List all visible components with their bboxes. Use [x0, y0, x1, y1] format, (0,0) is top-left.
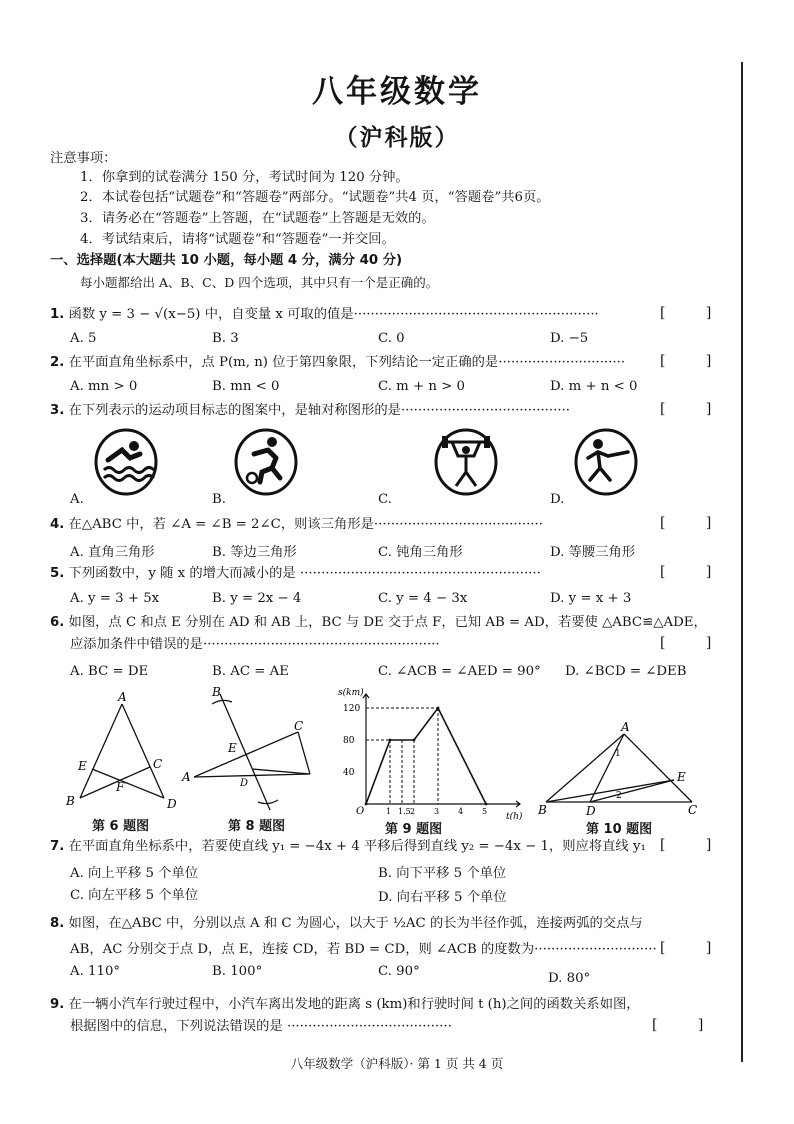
option: A. BC = DE: [70, 664, 149, 679]
answer-bracket: [ ]: [660, 353, 730, 369]
data-point: [485, 803, 488, 806]
question-number: 6.: [50, 615, 65, 630]
option: A. mn > 0: [70, 379, 138, 394]
option: D. 向右平移 5 个单位: [378, 890, 507, 905]
figure-10: [536, 718, 706, 818]
page-subtitle: （沪科版）: [334, 125, 460, 151]
label-C: C: [153, 757, 163, 771]
answer-bracket: [ ]: [652, 1017, 722, 1033]
question-5: 5. 下列函数中，y 随 x 的增大而减小的是 ·························································: [50, 566, 541, 581]
option: A. 110°: [70, 964, 121, 979]
question-number: 8.: [50, 916, 65, 931]
figure-6: [58, 692, 188, 814]
question-text: 下列函数中，y 随 x 的增大而减小的是: [68, 566, 296, 581]
question-number: 3.: [50, 403, 65, 418]
option: A. 5: [70, 331, 97, 346]
option: B. 3: [212, 331, 239, 346]
angle-mark-2: 2: [616, 791, 622, 801]
option: B. 向下平移 5 个单位: [378, 866, 507, 881]
question-number: 9.: [50, 997, 65, 1012]
y-tick-label: 40: [343, 768, 355, 778]
option: A. y = 3 + 5x: [70, 591, 160, 606]
question-text: 如图，点 C 和点 E 分别在 AD 和 AB 上，BC 与 DE 交于点 F，已知 AB = AD，若要使 △ABC≌△ADE，: [68, 615, 707, 630]
figure-8: [180, 686, 320, 816]
figure-10-caption: 第 10 题图: [586, 822, 653, 837]
option: C. 钝角三角形: [378, 545, 463, 560]
question-4: 4. 在△ABC 中，若 ∠A = ∠B = 2∠C，则该三角形是········································: [50, 517, 543, 532]
option: C. 0: [378, 331, 405, 346]
label-F: F: [116, 780, 125, 794]
notice-item: 4．考试结束后，请将“试题卷”和“答题卷”一并交回。: [80, 232, 395, 247]
y-axis-label: s(km): [338, 688, 364, 698]
option: D.: [550, 492, 565, 507]
label-A: A: [621, 720, 630, 734]
page-title: 八年级数学: [312, 74, 482, 110]
answer-bracket: [ ]: [660, 564, 730, 580]
question-number: 7.: [50, 839, 65, 854]
notice-item: 2．本试卷包括“试题卷”和“答题卷”两部分。“试题卷”共4 页，“答题卷”共6页。: [80, 190, 550, 205]
option: C. m + n > 0: [378, 379, 465, 394]
fencing-logo-icon: [574, 428, 638, 496]
question-text: 函数 y = 3 − √(x−5) 中，自变量 x 可取的值是: [68, 307, 354, 322]
figure-9-caption: 第 9 题图: [385, 822, 443, 837]
y-tick-label: 80: [343, 736, 355, 746]
question-text: 应添加条件中错误的是: [70, 637, 203, 652]
option: D. −5: [550, 331, 589, 346]
x-axis-label: t(h): [506, 812, 523, 820]
notice-item: 3．请务必在“答题卷”上答题，在“试题卷”上答题是无效的。: [80, 211, 435, 226]
label-C: C: [294, 719, 304, 733]
question-text: 在下列表示的运动项目标志的图案中，是轴对称图形的是: [68, 403, 401, 418]
option: D. m + n < 0: [550, 379, 638, 394]
angle-mark-1: 1: [615, 749, 621, 759]
answer-bracket: [ ]: [660, 635, 730, 651]
question-text: AB，AC 分别交于点 D，点 E，连接 CD，若 BD = CD，则 ∠ACB 的度数为: [70, 942, 535, 957]
option: B. 等边三角形: [212, 545, 297, 560]
figure-9-chart: [330, 686, 530, 820]
series-line: [366, 708, 486, 804]
label-E: E: [677, 770, 686, 784]
x-tick-label: 4: [458, 807, 464, 816]
option: C. y = 4 − 3x: [378, 591, 468, 606]
football-logo-icon: [234, 428, 298, 496]
option: C. 向左平移 5 个单位: [70, 888, 199, 903]
option: D. ∠BCD = ∠DEB: [565, 664, 687, 679]
question-6-cont: 应添加条件中错误的是························································: [70, 637, 440, 652]
label-E: E: [228, 741, 237, 755]
option: B.: [212, 492, 226, 507]
label-D: D: [586, 804, 596, 818]
label-E: E: [78, 759, 87, 773]
origin-label: O: [356, 806, 365, 817]
option: C. ∠ACB = ∠AED = 90°: [378, 664, 541, 679]
section-instruction: 每小题都给出 A、B、C、D 四个选项，其中只有一个是正确的。: [80, 275, 439, 290]
notice-item: 1．你拿到的试卷满分 150 分，考试时间为 120 分钟。: [80, 170, 409, 185]
question-text: 在平面直角坐标系中，点 P(m, n) 位于第四象限，下列结论一定正确的是: [68, 355, 499, 370]
question-number: 1.: [50, 307, 65, 322]
option: D. y = x + 3: [550, 591, 632, 606]
option: B. mn < 0: [212, 379, 280, 394]
x-tick-label: 1: [386, 807, 392, 816]
option: C. 90°: [378, 964, 420, 979]
option: B. y = 2x − 4: [212, 591, 302, 606]
data-point: [437, 707, 440, 710]
notice-heading: 注意事项：: [50, 151, 117, 166]
option: A. 直角三角形: [70, 545, 155, 560]
option: B. 100°: [212, 964, 263, 979]
weightlifting-logo-icon: [434, 428, 498, 496]
label-A: A: [182, 770, 191, 784]
question-8-cont: AB，AC 分别交于点 D，点 E，连接 CD，若 BD = CD，则 ∠ACB 的度数为·····························: [70, 942, 657, 957]
x-tick-label: 3: [434, 807, 440, 816]
answer-bracket: [ ]: [660, 837, 730, 853]
option: A.: [70, 492, 84, 507]
question-number: 5.: [50, 566, 65, 581]
question-8: [50, 915, 643, 933]
question-text: 在平面直角坐标系中，若要使直线 y₁ = −4x + 4 平移后得到直线 y₂ = −4x − 1，则应将直线 y₁: [68, 839, 646, 854]
option: D. 80°: [548, 971, 591, 986]
option: B. AC = AE: [212, 664, 289, 679]
data-point: [365, 803, 368, 806]
label-A: A: [118, 692, 127, 704]
answer-bracket: [ ]: [660, 401, 730, 417]
data-point: [389, 739, 392, 742]
question-text: 根据图中的信息，下列说法错误的是: [70, 1019, 283, 1034]
question-7: [50, 838, 646, 856]
label-B: B: [212, 686, 221, 699]
figure-6-caption: 第 6 题图: [92, 819, 150, 834]
label-D: D: [240, 778, 249, 789]
question-text: 在一辆小汽车行驶过程中，小汽车离出发地的距离 s (km)和行驶时间 t (h)之间的函数关系如图，: [68, 997, 640, 1012]
section-heading: 一、选择题(本大题共 10 小题，每小题 4 分，满分 40 分): [50, 253, 403, 268]
question-2: 2. 在平面直角坐标系中，点 P(m, n) 位于第四象限，下列结论一定正确的是······························: [50, 355, 626, 370]
question-text: 在△ABC 中，若 ∠A = ∠B = 2∠C，则该三角形是: [68, 517, 374, 532]
swimming-logo-icon: [94, 428, 158, 496]
answer-bracket: [ ]: [660, 515, 730, 531]
question-3: 3. 在下列表示的运动项目标志的图案中，是轴对称图形的是········································: [50, 403, 571, 418]
label-B: B: [66, 794, 75, 808]
x-tick-label: 1.5: [398, 807, 411, 816]
label-C: C: [688, 803, 698, 817]
question-9: [50, 996, 640, 1014]
figure-8-caption: 第 8 题图: [228, 819, 286, 834]
option: A. 向上平移 5 个单位: [70, 866, 199, 881]
option: C.: [378, 492, 392, 507]
question-1: 1. 函数 y = 3 − √(x−5) 中，自变量 x 可取的值是··························································: [50, 307, 599, 322]
question-number: 4.: [50, 517, 65, 532]
option: D. 等腰三角形: [550, 545, 636, 560]
question-number: 2.: [50, 355, 65, 370]
binding-margin-line: [741, 62, 743, 1062]
answer-bracket: [ ]: [660, 305, 730, 321]
label-B: B: [538, 803, 547, 817]
x-tick-label: 2: [410, 807, 416, 816]
x-tick-label: 5: [482, 807, 488, 816]
data-point: [413, 739, 416, 742]
question-9-cont: 根据图中的信息，下列说法错误的是 ·······································: [70, 1019, 452, 1034]
y-tick-label: 120: [343, 704, 361, 714]
answer-bracket: [ ]: [660, 940, 730, 956]
question-text: 如图，在△ABC 中，分别以点 A 和 C 为圆心，以大于 ½AC 的长为半径作弧，连接两弧的交点与: [68, 916, 643, 931]
question-6: [50, 614, 707, 632]
page-footer: 八年级数学（沪科版）· 第 1 页 共 4 页: [290, 1056, 504, 1071]
label-D: D: [167, 797, 177, 811]
